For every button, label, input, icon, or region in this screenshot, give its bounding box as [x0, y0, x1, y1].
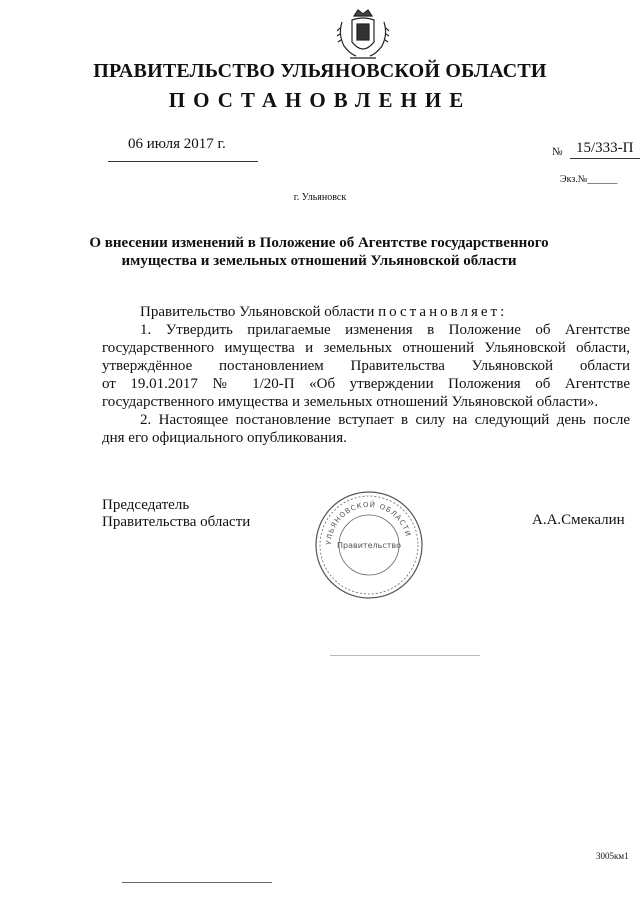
- copy-number: Экз.№______: [560, 174, 618, 185]
- item-1-line-1: 1. Утвердить прилагаемые изменения в Положение об Агентстве: [140, 322, 630, 338]
- signatory-position-line-1: Председатель: [102, 497, 190, 513]
- document-number: 15/333-П: [576, 140, 634, 156]
- item-1-line-4: от 19.01.2017 № 1/20-П «Об утверждении Положения об Агентстве: [102, 376, 630, 392]
- government-name: ПРАВИТЕЛЬСТВО УЛЬЯНОВСКОЙ ОБЛАСТИ: [93, 60, 547, 82]
- heading-line-2: имущества и земельных отношений Ульяновской области: [121, 253, 517, 269]
- document-body: [102, 303, 630, 447]
- seal-ring-text: УЛЬЯНОВСКОЙ ОБЛАСТИ: [324, 500, 413, 546]
- decree-word: постановляет:: [378, 304, 508, 320]
- city-name: г. Ульяновск: [293, 192, 347, 203]
- intro-paragraph: [102, 303, 630, 321]
- signatory-position-line-2: Правительства области: [102, 514, 251, 530]
- bottom-rule: [122, 882, 272, 883]
- heading-line-1: О внесении изменений в Положение об Агентстве государственного: [89, 235, 549, 251]
- document-date: 06 июля 2017 г.: [128, 136, 226, 152]
- item-1-line-2: государственного имущества и земельных отношений Ульяновской области,: [102, 340, 630, 356]
- official-seal-stamp: [313, 489, 425, 601]
- item-2-line-1: 2. Настоящее постановление вступает в силу на следующий день после: [140, 412, 630, 428]
- intro-text: Правительство Ульяновской области: [140, 304, 375, 320]
- date-underline: [108, 161, 258, 162]
- item-2-line-2: дня его официального опубликования.: [102, 430, 347, 446]
- document-type-title: ПОСТАНОВЛЕНИЕ: [168, 88, 472, 112]
- document-heading: [80, 234, 558, 270]
- item-1-line-3: утверждённое постановлением Правительства Ульяновской области: [102, 358, 630, 374]
- coat-of-arms-emblem-icon: [334, 6, 392, 62]
- number-underline: [570, 158, 640, 159]
- scan-artifact-line: [330, 655, 480, 656]
- seal-center-text: Правительство: [337, 541, 401, 550]
- footer-code: 3005км1: [596, 851, 629, 861]
- item-1-line-5: государственного имущества и земельных отношений Ульяновской области».: [102, 394, 599, 410]
- signatory-name: А.А.Смекалин: [532, 512, 625, 528]
- number-label: №: [552, 146, 563, 158]
